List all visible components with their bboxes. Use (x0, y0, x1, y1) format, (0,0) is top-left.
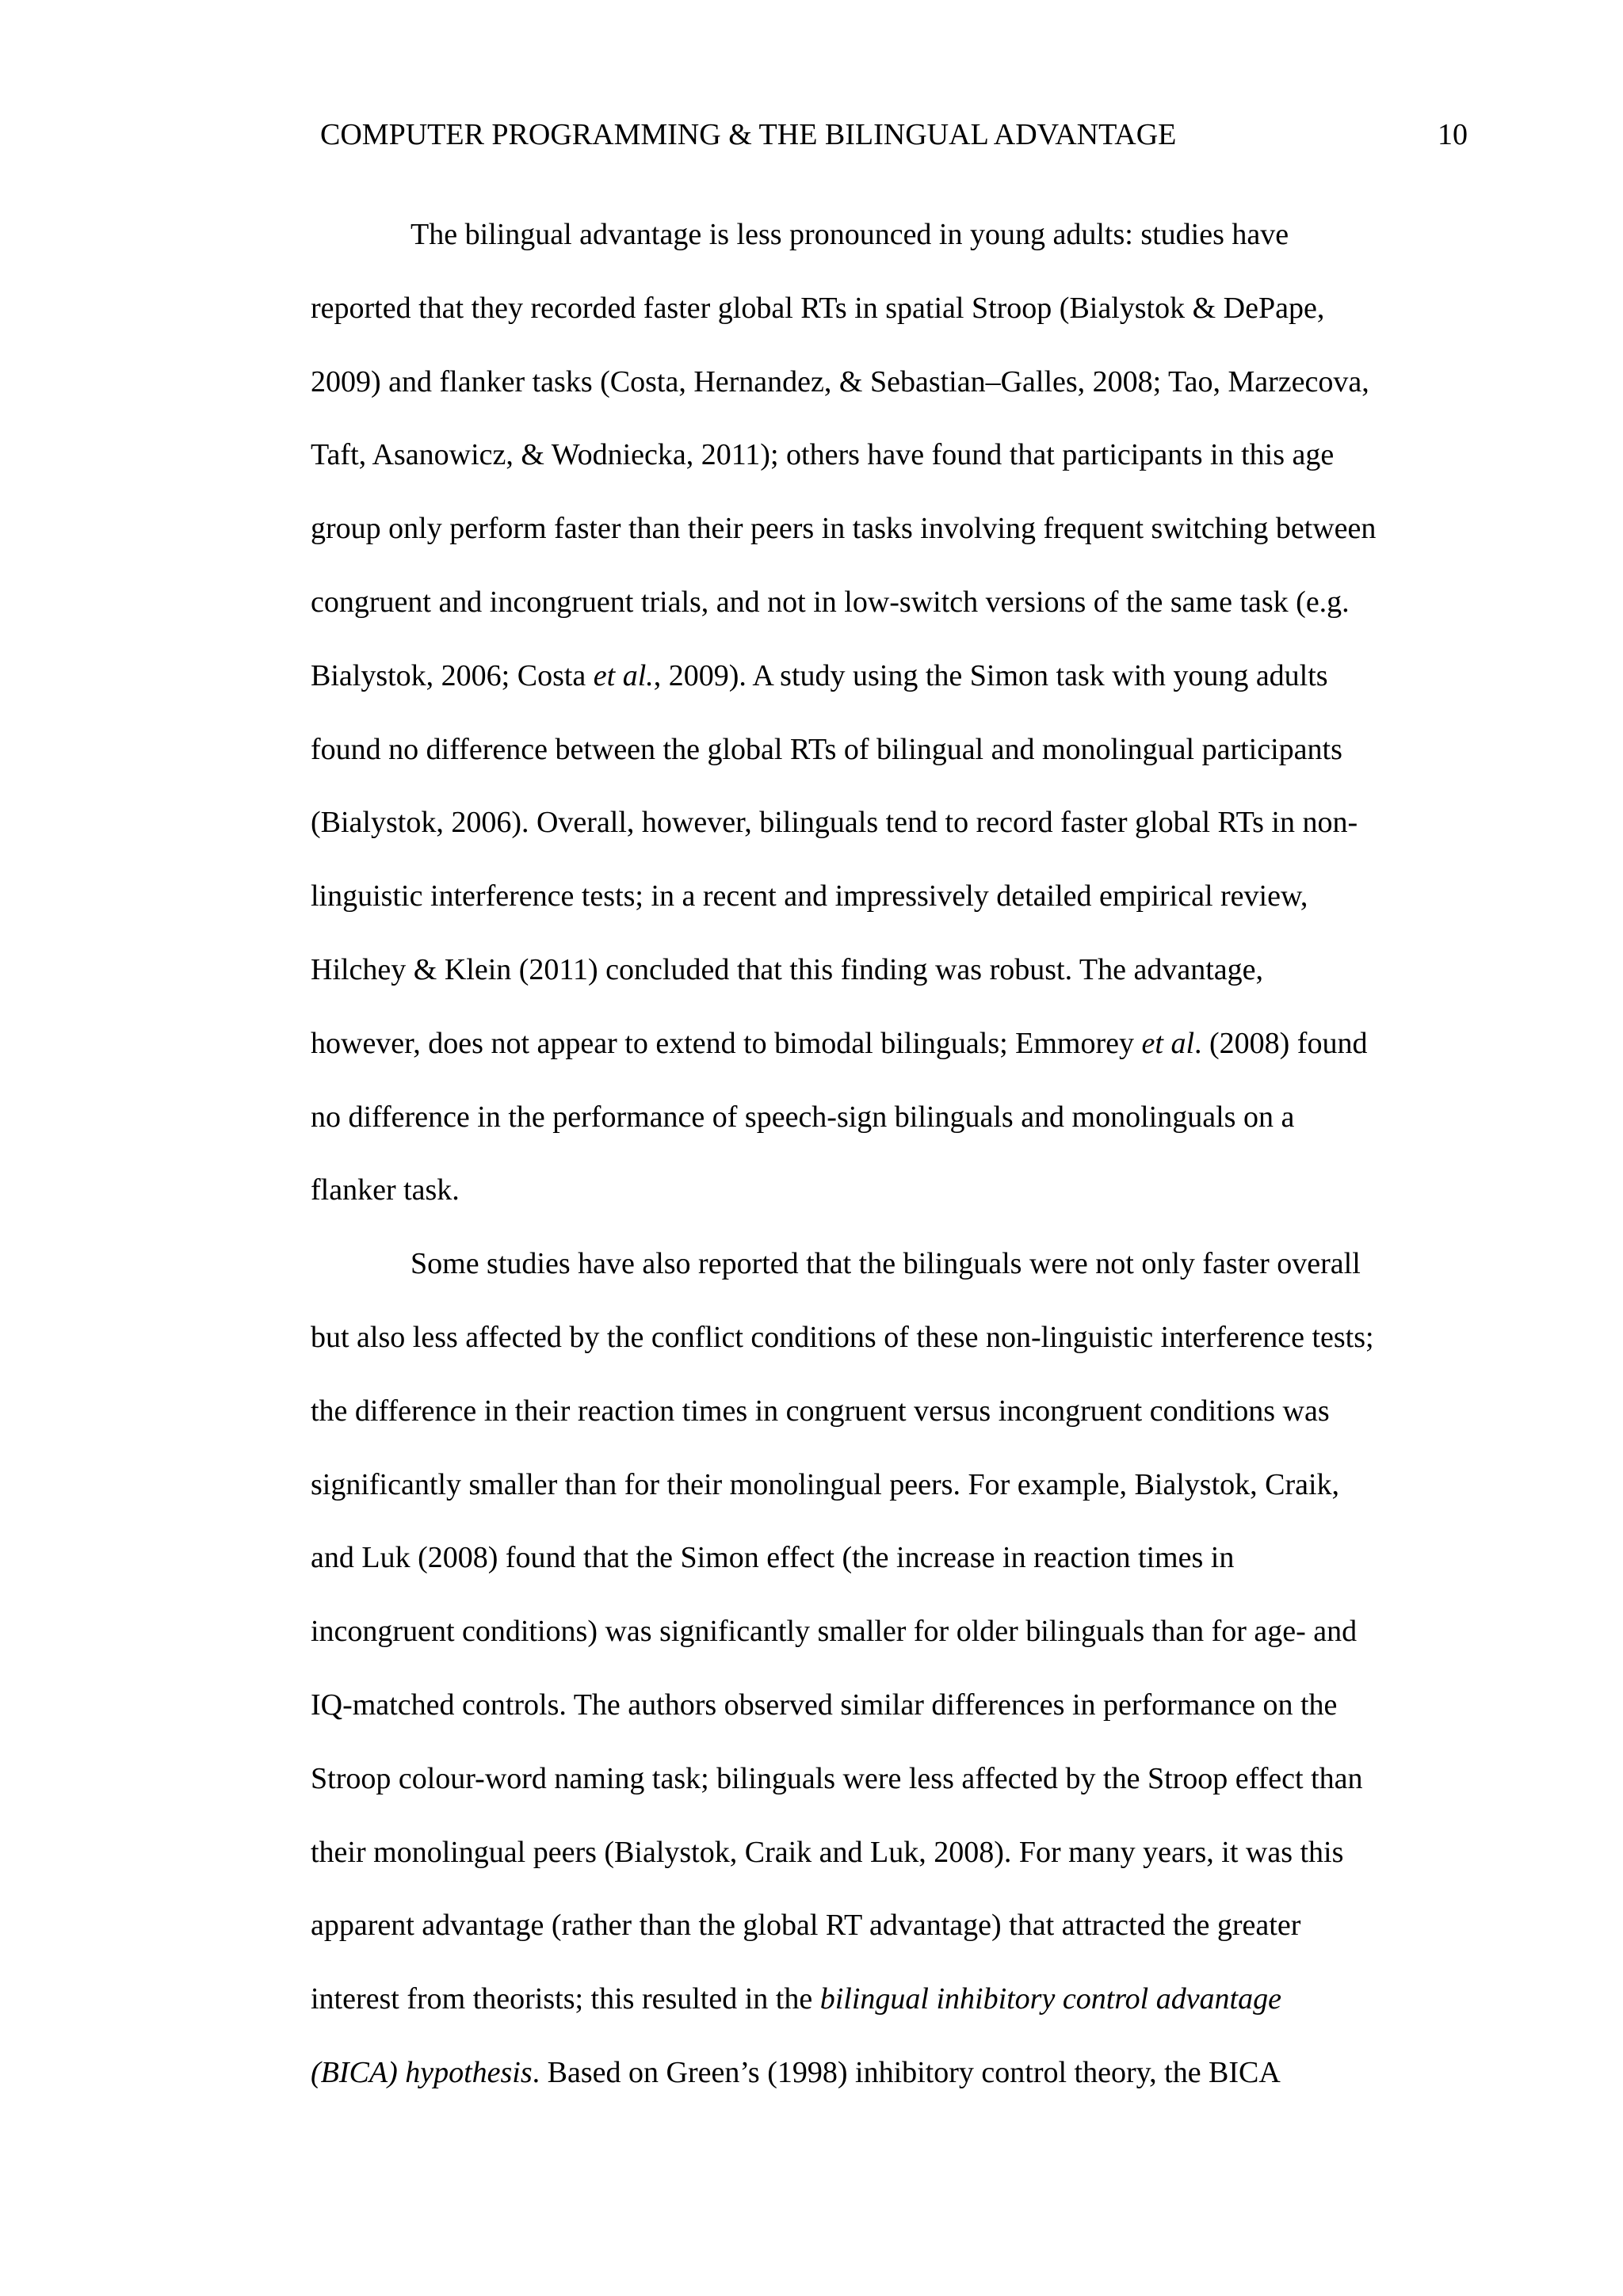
text-run: Some studies have also reported that the bilinguals were not only faster overall (411, 1247, 1361, 1281)
italic-text: (BICA) hypothesis (311, 2055, 533, 2089)
text-line (311, 799, 1491, 872)
text-line (311, 211, 1491, 284)
body-text (311, 211, 1491, 2122)
text-line (311, 1829, 1491, 1902)
text-line (311, 1901, 1491, 1975)
text-run: The bilingual advantage is less pronounced in young adults: studies have (411, 218, 1289, 251)
italic-text: et al. (593, 658, 654, 692)
text-run: group only perform faster than their peers in tasks involving frequent switching between (311, 512, 1377, 546)
text-run: (Bialystok, 2006). Overall, however, bilinguals tend to record faster global RTs in non- (311, 806, 1358, 840)
text-line (311, 2049, 1491, 2122)
text-run: IQ-matched controls. The authors observed similar differences in performance on the (311, 1688, 1338, 1722)
text-run: Stroop colour-word naming task; bilinguals were less affected by the Stroop effect than (311, 1761, 1363, 1795)
text-line (311, 726, 1491, 799)
text-run: . (2008) found (1194, 1026, 1368, 1060)
paragraph (311, 1240, 1491, 2122)
text-line (311, 284, 1491, 358)
text-line (311, 1387, 1491, 1461)
text-line (311, 578, 1491, 652)
text-line (311, 1681, 1491, 1755)
text-line (311, 1093, 1491, 1167)
paragraph (311, 211, 1491, 1240)
text-run: Hilchey & Klein (2011) concluded that this finding was robust. The advantage, (311, 952, 1263, 986)
text-line (311, 1020, 1491, 1093)
text-run: linguistic interference tests; in a recent and impressively detailed empirical review, (311, 879, 1308, 913)
text-line (311, 1608, 1491, 1681)
text-run: no difference in the performance of speech-sign bilinguals and monolinguals on a (311, 1100, 1295, 1134)
italic-text: et al (1141, 1026, 1194, 1060)
text-run: reported that they recorded faster global RTs in spatial Stroop (Bialystok & DePape, (311, 291, 1325, 325)
text-line (311, 431, 1491, 505)
text-run: apparent advantage (rather than the global RT advantage) that attracted the greater (311, 1909, 1301, 1943)
text-run: interest from theorists; this resulted in the (311, 1982, 820, 2016)
text-run: Taft, Asanowicz, & Wodniecka, 2011); others have found that participants in this age (311, 438, 1335, 472)
text-line (311, 358, 1491, 432)
text-run: and Luk (2008) found that the Simon effect (the increase in reaction times in (311, 1541, 1235, 1575)
text-run: incongruent conditions) was significantly smaller for older bilinguals than for age- and (311, 1615, 1358, 1649)
page-number: 10 (1438, 118, 1468, 151)
text-line (311, 872, 1491, 946)
text-run: but also less affected by the conflict conditions of these non-linguistic interference tests; (311, 1320, 1374, 1354)
text-line (311, 1534, 1491, 1608)
text-line (311, 1314, 1491, 1387)
text-line (311, 505, 1491, 578)
text-run: 2009) and flanker tasks (Costa, Hernandez, & Sebastian–Galles, 2008; Tao, Marzecova, (311, 364, 1369, 399)
running-head: COMPUTER PROGRAMMING & THE BILINGUAL ADVANTAGE (320, 118, 1177, 151)
text-run: however, does not appear to extend to bimodal bilinguals; Emmorey (311, 1026, 1142, 1060)
text-run: . Based on Green’s (1998) inhibitory control theory, the BICA (532, 2055, 1281, 2089)
text-run: the difference in their reaction times in congruent versus incongruent conditions was (311, 1394, 1330, 1428)
text-line (311, 1975, 1491, 2049)
text-run: , 2009). A study using the Simon task with young adults (653, 658, 1328, 692)
text-run: Bialystok, 2006; Costa (311, 658, 594, 692)
text-run: flanker task. (311, 1173, 460, 1207)
text-line (311, 652, 1491, 726)
text-line (311, 946, 1491, 1020)
text-run: their monolingual peers (Bialystok, Craik and Luk, 2008). For many years, it was this (311, 1835, 1344, 1869)
text-line (311, 1755, 1491, 1829)
text-line (311, 1166, 1491, 1240)
text-run: found no difference between the global RTs of bilingual and monolingual participants (311, 732, 1342, 766)
text-run: congruent and incongruent trials, and not in low-switch versions of the same task (e.g. (311, 585, 1350, 619)
text-line (311, 1461, 1491, 1535)
text-line (311, 1240, 1491, 1314)
italic-text: bilingual inhibitory control advantage (819, 1982, 1281, 2016)
text-run: significantly smaller than for their monolingual peers. For example, Bialystok, Craik, (311, 1467, 1340, 1501)
